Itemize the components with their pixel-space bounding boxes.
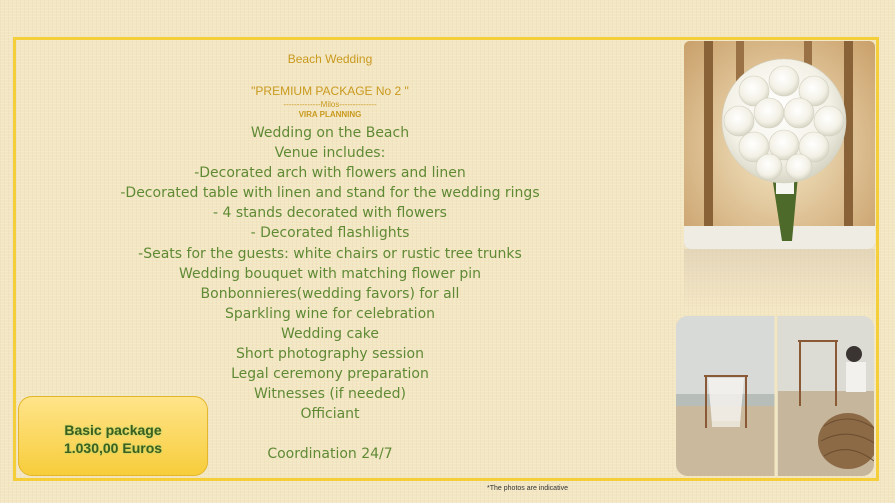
basic-package-price: 1.030,00 Euros [63, 440, 163, 456]
list-item: -Decorated arch with flowers and linen [194, 165, 466, 182]
bouquet-photo [684, 41, 875, 249]
list-item: Bonbonnieres(wedding favors) for all [200, 285, 460, 302]
list-item: Legal ceremony preparation [231, 366, 429, 383]
basic-package-label: Basic package [64, 422, 162, 438]
list-item: - 4 stands decorated with flowers [213, 205, 447, 222]
location-line: --------------Milos-------------- [283, 100, 377, 109]
list-item: Officiant [300, 406, 360, 423]
package-name: "PREMIUM PACKAGE No 2 " [251, 84, 409, 98]
bouquet-illustration [684, 41, 875, 249]
list-item: Wedding cake [280, 325, 379, 342]
list-item: Witnesses (if needed) [253, 386, 407, 403]
list-item: Venue includes: [274, 145, 386, 162]
brand-name: VIRA PLANNING [298, 110, 362, 119]
bouquet-reflection [684, 249, 875, 309]
list-item: -Decorated table with linen and stand for the wedding rings [120, 185, 540, 202]
page-title: Beach Wedding [287, 52, 373, 66]
list-item: -Seats for the guests: white chairs or rustic tree trunks [138, 245, 522, 262]
footnote: *The photos are indicative [487, 485, 568, 492]
basic-package-badge [18, 396, 208, 476]
beach-arch-illustration [676, 316, 874, 476]
list-item: Short photography session [236, 346, 424, 363]
beach-arch-photo [676, 316, 874, 476]
list-item: Wedding on the Beach [250, 125, 410, 141]
list-item: Sparkling wine for celebration [224, 305, 436, 322]
coordination-text: Coordination 24/7 [267, 446, 393, 463]
list-item: - Decorated flashlights [250, 225, 410, 242]
list-item: Wedding bouquet with matching flower pin [179, 265, 481, 282]
